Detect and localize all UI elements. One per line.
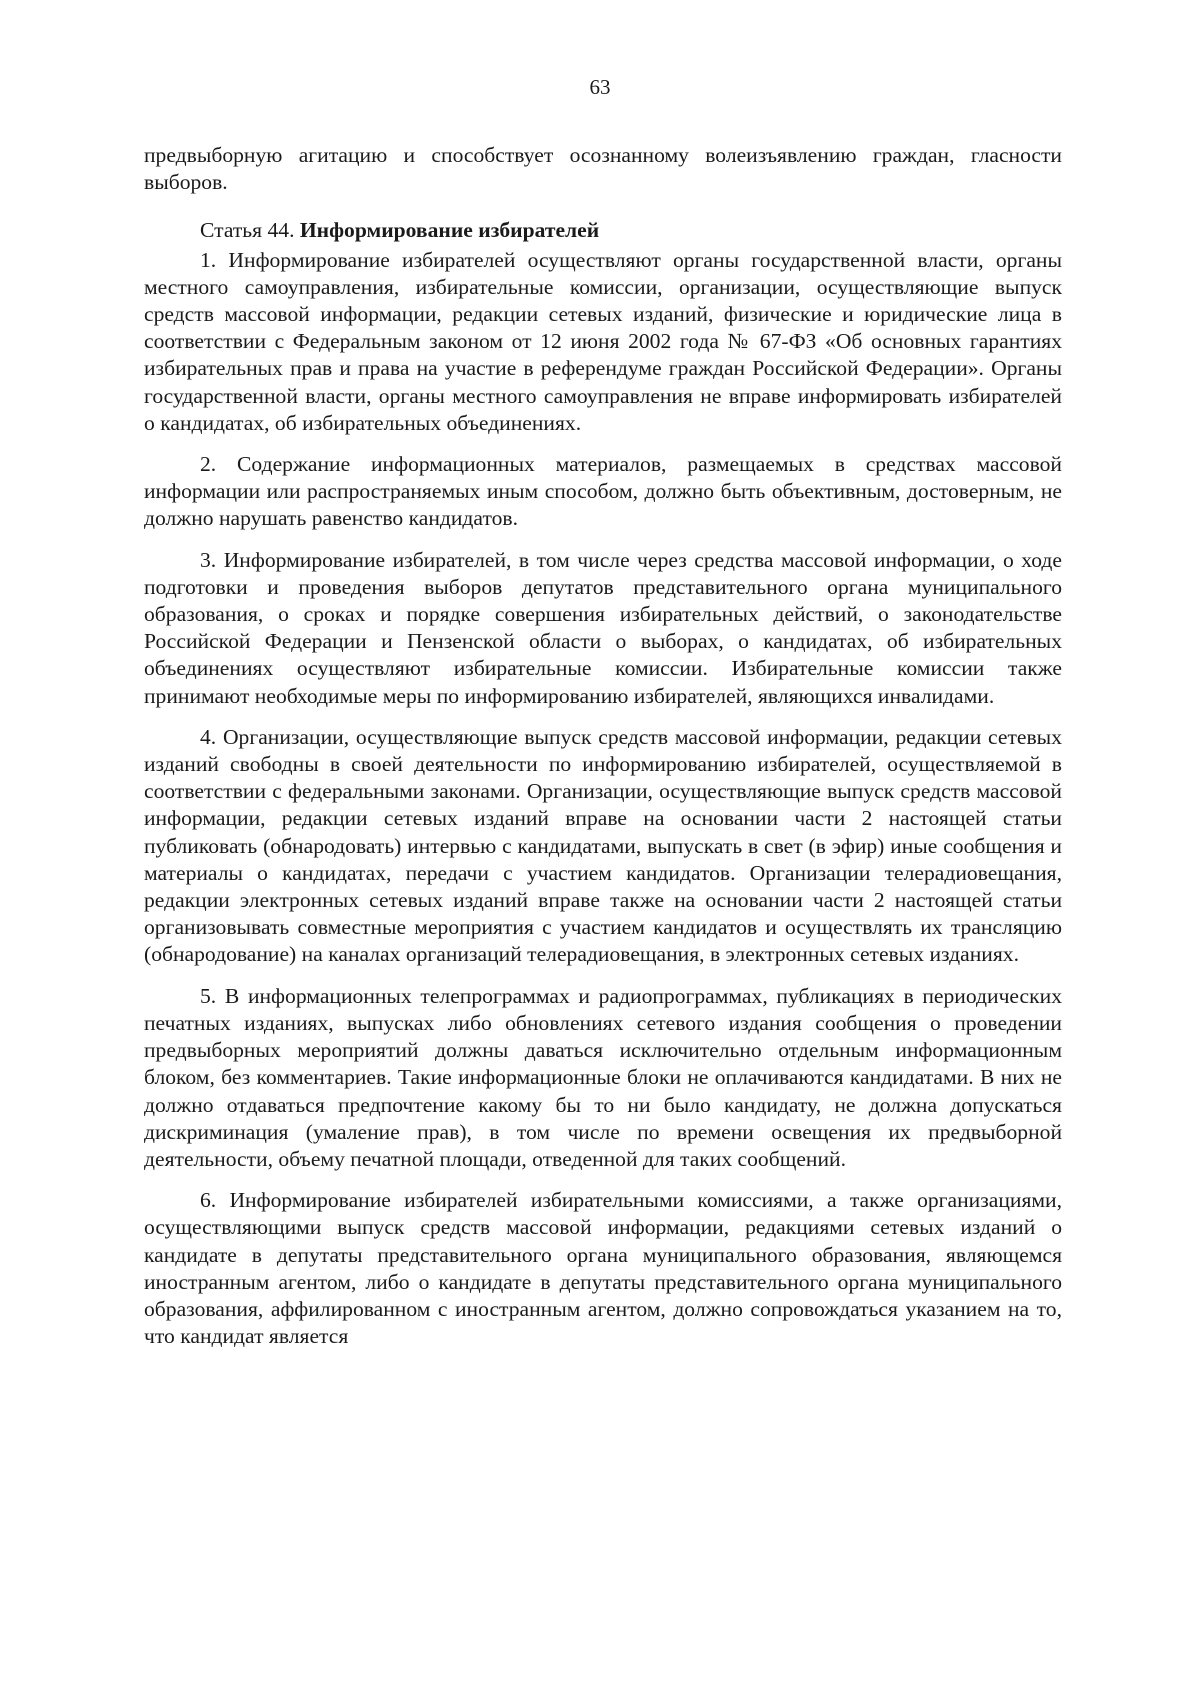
article-heading [144, 217, 1062, 244]
document-body [144, 142, 1062, 1350]
article-item-4: 4. Организации, осуществляющие выпуск средств массовой информации, редакции сетевых изданий свободны в своей деятельности по информированию избирателей, осуществляемой в соответствии с федеральными законами. Организации, осуществляющие выпуск средств массовой информации, редакции сетевых изданий вправе на основании части 2 настоящей статьи публиковать (обнародовать) интервью с кандидатами, выпускать в свет (в эфир) иные сообщения и материалы о кандидатах, передачи с участием кандидатов. Организации телерадиовещания, редакции электронных сетевых изданий вправе также на основании части 2 настоящей статьи организовывать совместные мероприятия с участием кандидатов и осуществлять их трансляцию (обнародование) на каналах организаций телерадиовещания, в электронных сетевых изданиях. [144, 724, 1062, 967]
article-title: Информирование избирателей [299, 218, 600, 243]
article-item-2: 2. Содержание информационных материалов, размещаемых в средствах массовой информации или распространяемых иным способом, должно быть объективным, достоверным, не должно нарушать равенство кандидатов. [144, 452, 1062, 531]
article-number: Статья 44 [200, 218, 290, 243]
article-item-1: 1. Информирование избирателей осуществляют органы государственной власти, органы местного самоуправления, избирательные комиссии, организации, осуществляющие выпуск средств массовой информации, редакции сетевых изданий, физические и юридические лица в соответствии с Федеральным законом от 12 июня 2002 года № 67-ФЗ «Об основных гарантиях избирательных прав и права на участие в референдуме граждан Российской Федерации». Органы государственной власти, органы местного самоуправления не вправе информировать избирателей о кандидатах, об избирательных объединениях. [144, 247, 1062, 435]
page-number: 63 [589, 75, 611, 99]
intro-paragraph: предвыборную агитацию и способствует осознанному волеизъявлению граждан, гласности выборов. [144, 143, 1062, 195]
article-item-6: 6. Информирование избирателей избирательными комиссиями, а также организациями, осуществляющими выпуск средств массовой информации, редакциями сетевых изданий о кандидате в депутаты представительного органа муниципального образования, являющемся иностранным агентом, либо о кандидате в депутаты представительного органа муниципального образования, аффилированном с иностранным агентом, должно сопровождаться указанием на то, что кандидат является [144, 1188, 1062, 1349]
article-separator: . [289, 218, 300, 243]
article-item-3: 3. Информирование избирателей, в том числе через средства массовой информации, о ходе подготовки и проведения выборов депутатов представительного органа муниципального образования, о сроках и порядке совершения избирательных действий, о законодательстве Российской Федерации и Пензенской области о выборах, о кандидатах, об избирательных объединениях осуществляют избирательные комиссии. Избирательные комиссии также принимают необходимые меры по информированию избирателей, являющихся инвалидами. [144, 547, 1062, 708]
article-item-5: 5. В информационных телепрограммах и радиопрограммах, публикациях в периодических печатных изданиях, выпусках либо обновлениях сетевого издания сообщения о проведении предвыборных мероприятий должны даваться исключительно отдельным информационным блоком, без комментариев. Такие информационные блоки не оплачиваются кандидатами. В них не должно отдаваться предпочтение какому бы то ни было кандидату, не должна допускаться дискриминация (умаление прав), в том числе по времени освещения их предвыборной деятельности, объему печатной площади, отведенной для таких сообщений. [144, 983, 1062, 1171]
